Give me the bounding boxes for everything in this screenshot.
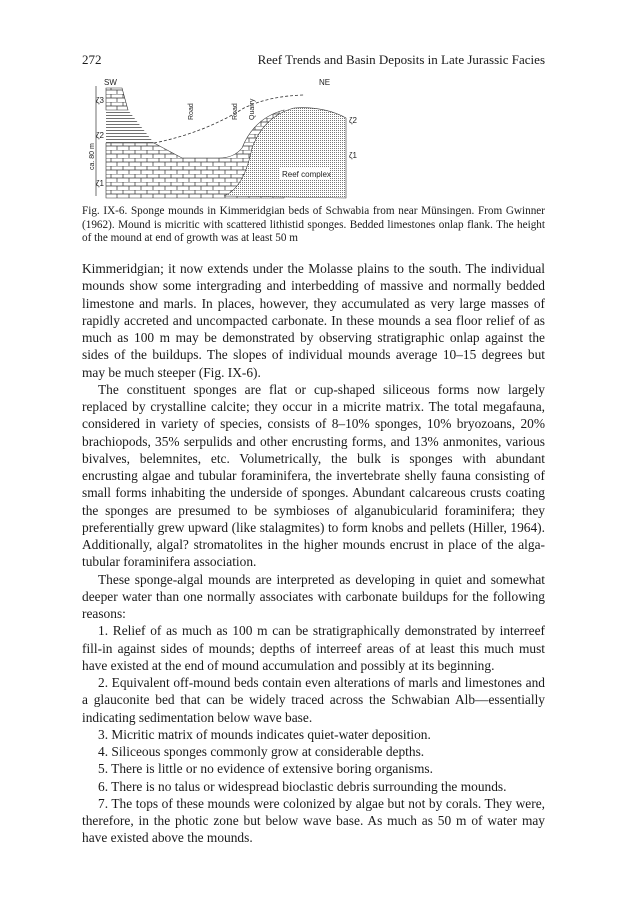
- label-zeta1-right: ζ1: [349, 151, 357, 160]
- page-number: 272: [82, 52, 102, 67]
- list-item: 2. Equivalent off-mound beds contain even alterations of marls and limestones and a glauconite bed that can be widely traced across the Schwabian Alb—essentially indicating sedimentation below wave base.: [82, 675, 545, 725]
- marl-slope: [106, 110, 154, 143]
- list-item: 3. Micritic matrix of mounds indicates quiet-water deposition.: [98, 726, 431, 742]
- label-road-2: Road: [232, 103, 239, 120]
- label-height: ca. 80 m: [89, 143, 96, 170]
- cross-section-figure: [84, 78, 384, 203]
- label-ne: NE: [319, 78, 331, 87]
- bedded-limestone-left: [106, 88, 128, 110]
- paragraph: The constituent sponges are flat or cup-shaped siliceous forms now largely replaced by crystalline calcite; they occur in a micrite matrix. The total megafauna, considered in variety of species, consists of 8–10% sponges, 10% bryozoans, 20% brachiopods, 35% serpulids and other encrusting forms, and 13% anmonites, various bivalves, belemnites, etc. Volumetrically, the bulk is sponges with abundant encrusting algae and tubular foraminifera, the invertebrate shelly fauna consisting of small forms inhabiting the underside of sponges. Abundant calcareous crusts coating the sponges are presumed to be symbioses of alganubicularid foraminifera; they preferentially grew upward (like stalagmites) to form knobs and pellets (Hiller, 1964). Additionally, algal? stromatolites in the higher mounds encrust in place of the alga-tubular foraminifera association.: [82, 381, 545, 570]
- label-road-1: Road: [188, 103, 195, 120]
- list-item: 6. There is no talus or widespread bioclastic debris surrounding the mounds.: [98, 778, 507, 794]
- figure-caption: Fig. IX-6. Sponge mounds in Kimmeridgian beds of Schwabia from near Münsingen. From Gwinner (1962). Mound is micritic with scattered lithistid sponges. Bedded limestones onlap flank. The height of the mound at end of growth was at least 50 m: [82, 205, 545, 245]
- label-zeta2: ζ2: [96, 131, 104, 140]
- paragraph: These sponge-algal mounds are interpreted as developing in quiet and somewhat deeper water than one normally associates with carbonate buildups for the following reasons:: [82, 571, 545, 621]
- paragraph: Kimmeridgian; it now extends under the Molasse plains to the south. The individual mounds show some intergrading and interbedding of massive and normally bedded limestone and marls. In places, however, they accumulated as very large masses of rapidly accreted and uncompacted carbonate. In these mounds a sea floor relief of as much as 100 m may be demonstrated by observing stratigraphic onlap against the sides of the buildups. The slopes of individual mounds average 10–15 degrees but may be much steeper (Fig. IX-6).: [82, 261, 545, 380]
- list-item: 1. Relief of as much as 100 m can be stratigraphically demonstrated by interreef fill-in against sides of mounds; depths of interreef areas of at least this much must have existed at the end of mound accumulation and possibly at its beginning.: [82, 623, 545, 673]
- list-item: 5. There is little or no evidence of extensive boring organisms.: [98, 761, 433, 777]
- label-quarry: Quarry: [249, 98, 256, 120]
- list-item: 7. The tops of these mounds were colonized by algae but not by corals. They were, therefore, in the photic zone but below wave base. As much as 50 m of water may have existed above the mounds.: [82, 795, 545, 846]
- label-sw: SW: [104, 78, 117, 87]
- label-zeta1: ζ1: [96, 179, 104, 188]
- running-title: Reef Trends and Basin Deposits in Late Jurassic Facies: [257, 52, 545, 67]
- label-reef-complex: Reef complex: [282, 170, 331, 179]
- body-text: [82, 260, 545, 847]
- label-zeta3: ζ3: [96, 96, 104, 105]
- list-item: 4. Siliceous sponges commonly grow at considerable depths.: [98, 744, 425, 759]
- label-zeta2-right: ζ2: [349, 116, 357, 125]
